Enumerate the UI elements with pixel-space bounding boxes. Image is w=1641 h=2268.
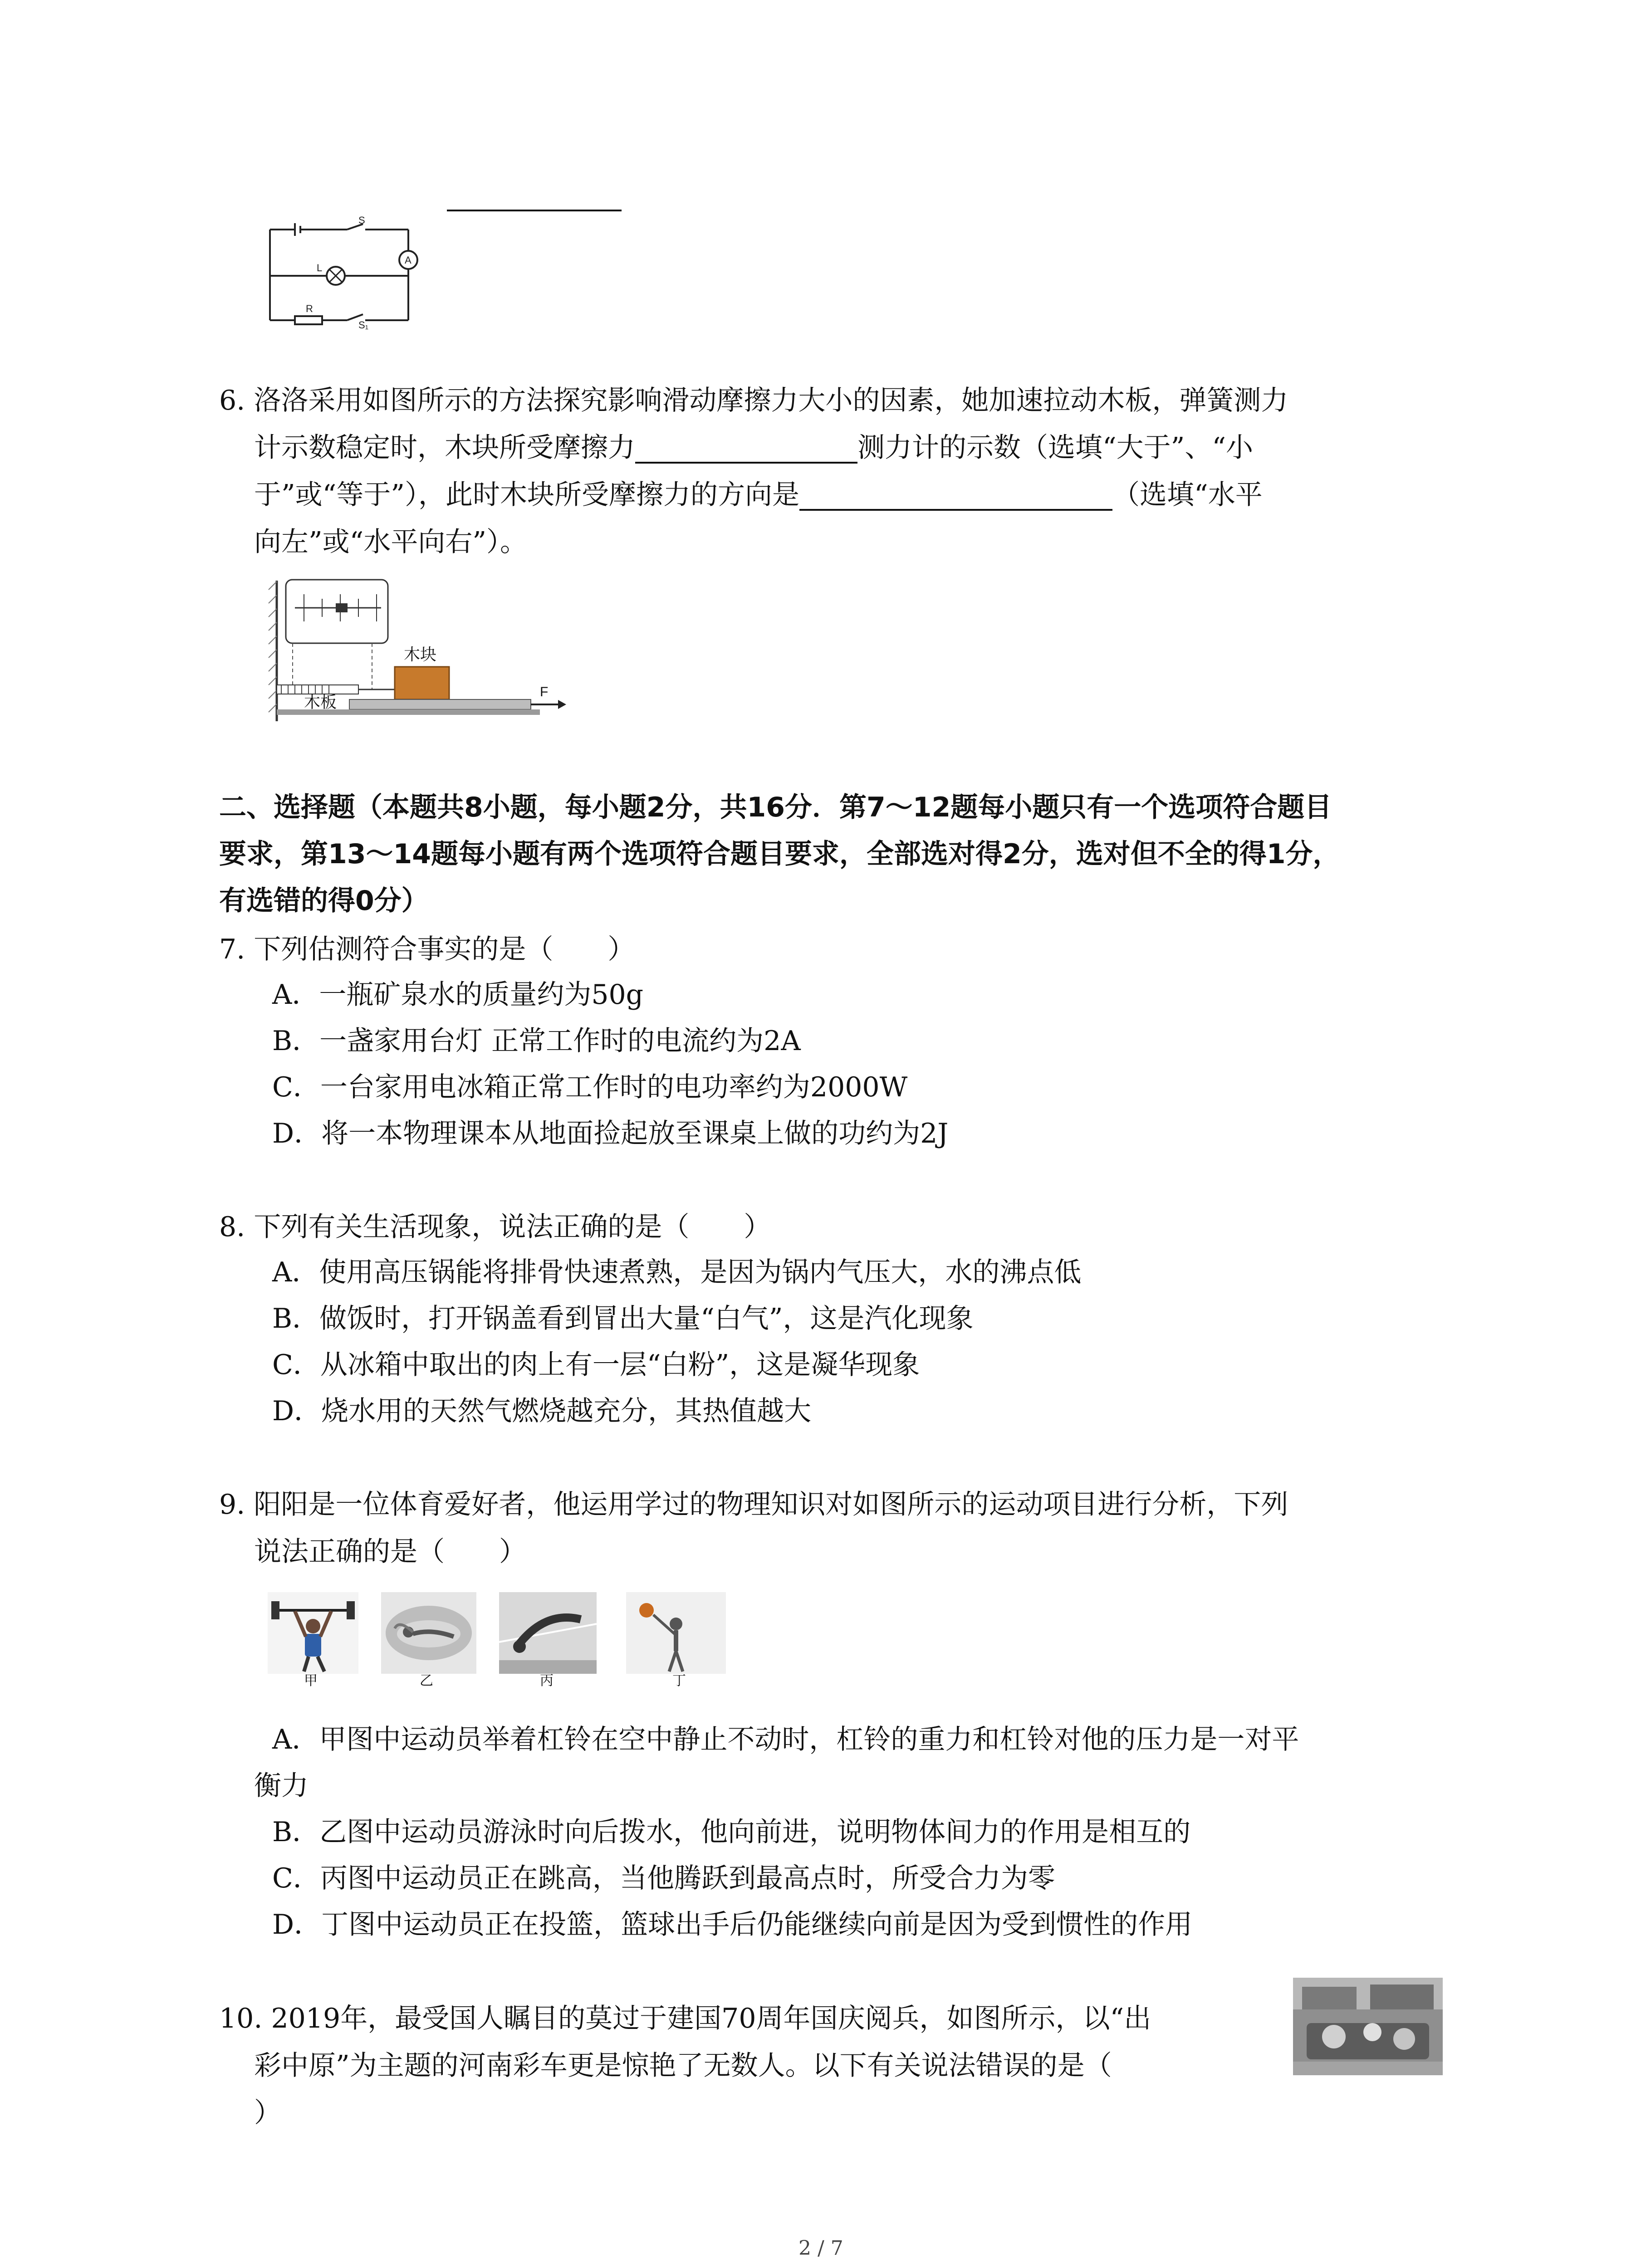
q8-stem: 8. 下列有关生活现象，说法正确的是（ ） — [219, 1211, 771, 1243]
q7-option-a: A．一瓶矿泉水的质量约为50g — [272, 979, 644, 1011]
q6-line2-a: 计示数稳定时，木块所受摩擦力 — [254, 432, 635, 464]
q8-option-b: B．做饭时，打开锅盖看到冒出大量“白气”，这是汽化现象 — [272, 1303, 974, 1334]
q10-line2: 彩中原”为主题的河南彩车更是惊艳了无数人。以下有关说法错误的是（ — [254, 2050, 1112, 2082]
q6-line3-a: 于”或“等于”），此时木块所受摩擦力的方向是 — [254, 479, 800, 511]
q9-label-yi: 乙 — [420, 1673, 433, 1689]
q9-option-d: D．丁图中运动员正在投篮，篮球出手后仍能继续向前是因为受到惯性的作用 — [272, 1909, 1193, 1941]
q6-blank-1 — [635, 436, 857, 464]
section2-line2: 要求，第13～14题每小题有两个选项符合题目要求，全部选对得2分，选对但不全的得1分， — [219, 838, 1340, 870]
high-jump-image — [499, 1592, 597, 1674]
q6-blank-2 — [799, 484, 1112, 511]
q9-option-a-line1: A．甲图中运动员举着杠铃在空中静止不动时，杠铃的重力和杠铃对他的压力是一对平 — [272, 1724, 1299, 1755]
q10-line1: 10. 2019年，最受国人瞩目的莫过于建国70周年国庆阅兵，如图所示，以“出 — [219, 2003, 1151, 2034]
parade-float-image — [1293, 1978, 1443, 2075]
page-number: 2 / 7 — [798, 2237, 843, 2260]
friction-experiment-figure — [268, 576, 567, 730]
section2-line3: 有选错的得0分） — [219, 885, 429, 917]
q6-line2 — [254, 432, 1253, 464]
circuit-label-s: S — [358, 215, 365, 226]
q9-label-bing: 丙 — [540, 1673, 554, 1689]
q7-option-d: D．将一本物理课本从地面捡起放至课桌上做的功约为2J — [272, 1118, 949, 1149]
q9-label-ding: 丁 — [672, 1673, 686, 1689]
circuit-label-l: L — [317, 262, 323, 274]
q10-line3: ） — [254, 2097, 281, 2129]
circuit-label-a: A — [405, 254, 411, 266]
q7-option-c: C．一台家用电冰箱正常工作时的电功率约为2000W — [272, 1071, 908, 1103]
q9-option-c: C．丙图中运动员正在跳高，当他腾跃到最高点时，所受合力为零 — [272, 1862, 1055, 1894]
q7-option-b: B．一盏家用台灯 正常工作时的电流约为2A — [272, 1025, 801, 1057]
q7-stem: 7. 下列估测符合事实的是（ ） — [219, 934, 635, 965]
q9-option-b: B．乙图中运动员游泳时向后拨水，他向前进，说明物体间力的作用是相互的 — [272, 1816, 1191, 1848]
swimmer-image — [381, 1592, 476, 1674]
q8-option-a: A．使用高压锅能将排骨快速煮熟，是因为锅内气压大，水的沸点低 — [272, 1256, 1082, 1288]
section2-line1: 二、选择题（本题共8小题，每小题2分，共16分．第7～12题每小题只有一个选项符合题目 — [219, 792, 1332, 823]
block-label: 木块 — [404, 645, 437, 664]
q6-line4: 向左”或“水平向右”）。 — [254, 526, 528, 558]
board-label: 木板 — [304, 693, 337, 712]
q8-option-c: C．从冰箱中取出的肉上有一层“白粉”，这是凝华现象 — [272, 1349, 920, 1381]
q6-line3-b: （选填“水平 — [1112, 479, 1263, 511]
q9-option-a-line2: 衡力 — [254, 1770, 309, 1802]
force-label: F — [540, 684, 549, 699]
circuit-label-r: R — [306, 303, 313, 314]
circuit-diagram — [268, 215, 431, 331]
top-answer-blank — [447, 210, 622, 211]
q9-line1: 9. 阳阳是一位体育爱好者，他运用学过的物理知识对如图所示的运动项目进行分析，下列 — [219, 1489, 1288, 1520]
q6-line1: 6. 洛洛采用如图所示的方法探究影响滑动摩擦力大小的因素，她加速拉动木板，弹簧测力 — [219, 385, 1288, 416]
basketball-image — [626, 1592, 726, 1674]
q6-line2-b: 测力计的示数（选填“大于”、“小 — [857, 432, 1254, 464]
q9-label-jia: 甲 — [304, 1673, 318, 1689]
weightlifter-image — [268, 1592, 358, 1674]
q9-line2: 说法正确的是（ ） — [254, 1536, 526, 1568]
q8-option-d: D．烧水用的天然气燃烧越充分，其热值越大 — [272, 1395, 812, 1427]
circuit-label-s1: S₁ — [358, 319, 369, 331]
q9-images — [268, 1592, 744, 1690]
q6-line3 — [254, 479, 1263, 511]
